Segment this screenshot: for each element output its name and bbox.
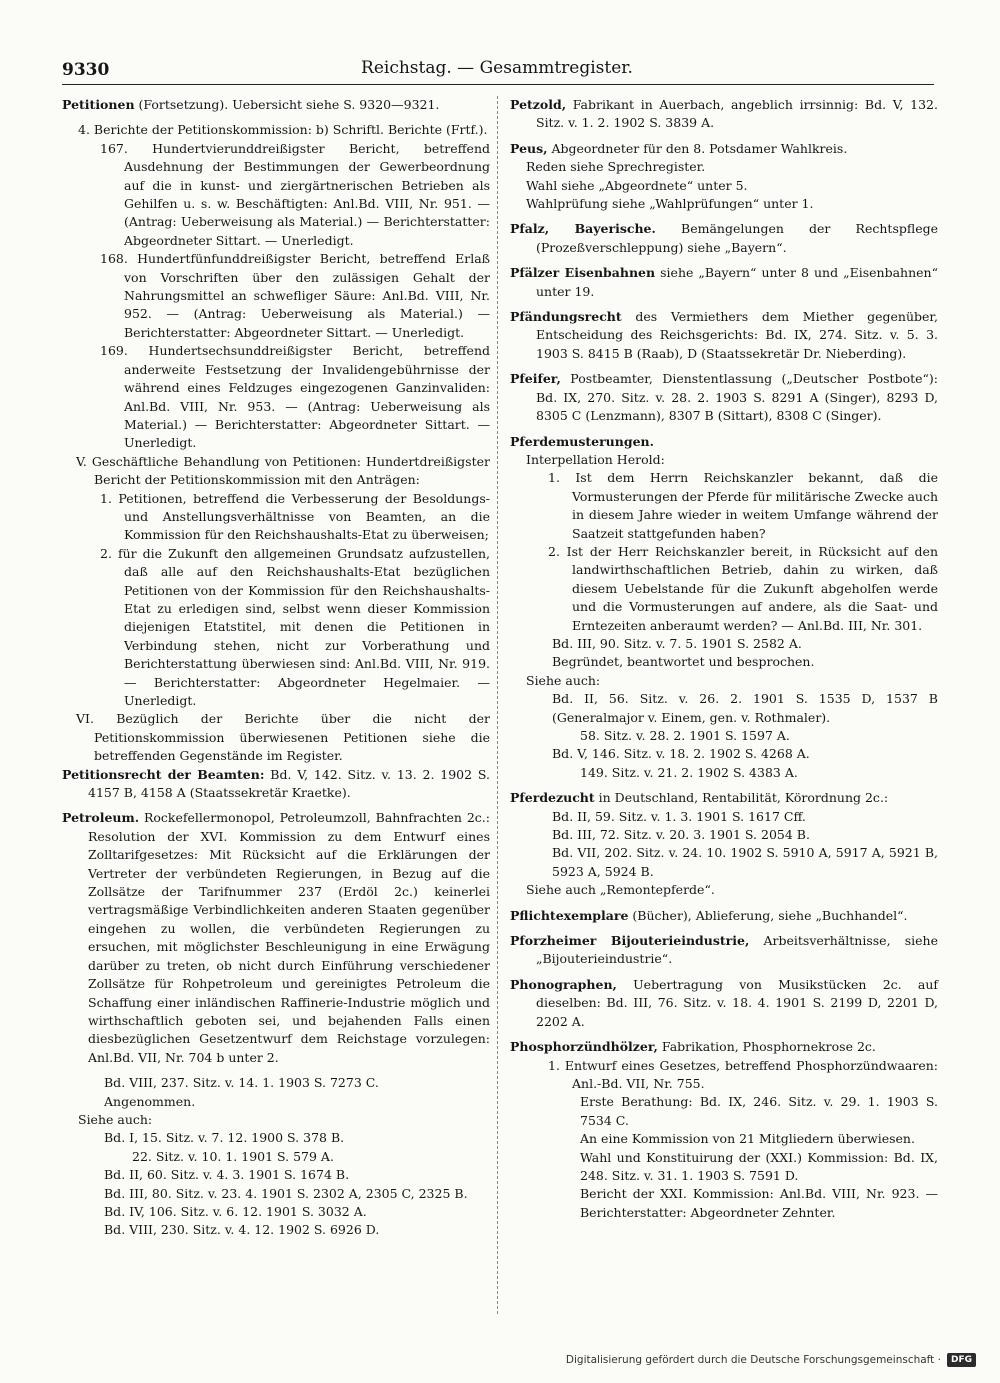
entry-text: Bemängelungen der Rechtspflege (Prozeßverschleppung) siehe „Bayern“. (536, 221, 938, 255)
index-entry (510, 433, 938, 451)
entry-keyword: Pferdemusterungen. (510, 433, 654, 449)
index-entry (510, 907, 938, 925)
entry-text: Uebertragung von Musikstücken 2c. auf dieselben: Bd. III, 76. Sitz. v. 18. 4. 1901 S. 2199 D, 2201 D, 2202 A. (536, 976, 938, 1029)
entry-line (510, 881, 938, 899)
entry-text: Fabrikant in Auerbach, angeblich irrsinnig: Bd. V, 132. Sitz. v. 1. 2. 1902 S. 3839 A. (536, 97, 938, 131)
entry-text: Siehe auch: (526, 672, 601, 688)
entry-line (510, 672, 938, 690)
index-entry (510, 220, 938, 257)
entry-line (62, 1074, 490, 1092)
entry-text: des Vermiethers dem Miether gegenüber, Entscheidung des Reichsgerichts: Bd. IX, 274. Sitz. v. 5. 3. 1903 S. 8415 B (Raab), D (Staatssekretär Dr. Nieberding). (536, 309, 938, 361)
entry-text: 4. Berichte der Petitionskommission: b) Schriftl. Berichte (Frtf.). (78, 122, 488, 138)
entry-text: Bd. VIII, 237. Sitz. v. 14. 1. 1903 S. 7273 C. (104, 1075, 379, 1091)
entry-text: siehe „Bayern“ unter 8 und „Eisenbahnen“ unter 19. (536, 265, 938, 299)
right-column (510, 96, 938, 1222)
entry-text: 2. für die Zukunft den allgemeinen Grundsatz aufzustellen, daß alle auf den Reichshaushalts-Etat bezüglichen Petitionen von der Kommission für den Reichshaushalts-Etat zu erledigen sind, selbst wenn dieser Kommission diejenigen Etatstitel, mit denen die Petitionen in Verbindung stehen, nicht zur Vorberathung und Berichterstattung überwiesen sind: Anl.Bd. VIII, Nr. 919. — Berichterstatter: Abgeordneter Hegelmaier. — Unerledigt. (100, 545, 490, 708)
header-rule (62, 84, 934, 85)
entry-line (510, 653, 938, 671)
entry-keyword: Pfälzer Eisenbahnen (510, 265, 656, 281)
entry-line (62, 121, 490, 139)
entry-line (510, 745, 938, 763)
entry-text: Bd. VIII, 230. Sitz. v. 4. 12. 1902 S. 6926 D. (104, 1222, 380, 1238)
entry-line (62, 250, 490, 342)
entry-line (510, 764, 938, 782)
entry-text: Bd. V, 142. Sitz. v. 13. 2. 1902 S. 4157 B, 4158 A (Staatssekretär Kraetke). (88, 766, 490, 801)
entry-text: V. Geschäftliche Behandlung von Petitionen: Hundertdreißigster Bericht der Petitionskommission mit den Anträgen: (76, 453, 490, 488)
entry-line (62, 140, 490, 250)
running-title: Reichstag. — Gesammtregister. (361, 58, 633, 78)
entry-text: 149. Sitz. v. 21. 2. 1902 S. 4383 A. (580, 764, 798, 780)
entry-keyword: Petroleum. (62, 810, 140, 826)
entry-line (62, 342, 490, 452)
entry-text: 22. Sitz. v. 10. 1. 1901 S. 579 A. (132, 1148, 334, 1164)
entry-text: (Fortsetzung). Uebersicht siehe S. 9320—9321. (134, 97, 440, 112)
entry-text: 2. Ist der Herr Reichskanzler bereit, in Rücksicht auf den landwirthschaftlichen Betrieb, dahin zu wirken, daß diesem Uebelstande für die Zukunft abgeholfen werde und die Vormusterungen auf andere, als die Saat- und Erntezeiten anberaumt werden? — Anl.Bd. III, Nr. 301. (548, 543, 938, 633)
entry-text: Interpellation Herold: (526, 451, 665, 467)
entry-text: Reden siehe Sprechregister. (526, 159, 706, 175)
entry-text: Bd. II, 56. Sitz. v. 26. 2. 1901 S. 1535 D, 1537 B (Generalmajor v. Einem, gen. v. Rothmaler). (552, 691, 938, 725)
entry-line (510, 195, 938, 213)
entry-text: Erste Berathung: Bd. IX, 246. Sitz. v. 29. 1. 1903 S. 7534 C. (580, 1094, 938, 1128)
index-entry (510, 1038, 938, 1056)
entry-line (510, 1149, 938, 1186)
entry-line (62, 1148, 490, 1166)
entry-keyword: Pfalz, Bayerische. (510, 221, 656, 237)
entry-text: Postbeamter, Dienstentlassung („Deutscher Postbote“): Bd. IX, 270. Sitz. v. 28. 2. 1903 S. 8291 A (Singer), 8293 D, 8305 C (Lenzmann), 8307 B (Sittart), 8308 C (Singer). (536, 371, 938, 424)
entry-text: Bd. II, 60. Sitz. v. 4. 3. 1901 S. 1674 B. (104, 1167, 350, 1183)
index-entry (510, 264, 938, 301)
index-entry (510, 976, 938, 1031)
entry-keyword: Petitionsrecht der Beamten: (62, 766, 265, 782)
entry-text: An eine Kommission von 21 Mitgliedern überwiesen. (580, 1131, 915, 1147)
entry-line (510, 1057, 938, 1094)
entry-text: 1. Petitionen, betreffend die Verbesserung der Besoldungs- und Anstellungsverhältnisse von Beamten, an die Kommission für den Reichshaushalts-Etat zu überweisen; (100, 490, 490, 543)
entry-line (510, 844, 938, 881)
entry-keyword: Petitionen (62, 97, 135, 112)
index-entry (510, 932, 938, 969)
entry-keyword: Peus, (510, 140, 548, 156)
entry-line (62, 1221, 490, 1239)
index-entry (510, 308, 938, 363)
entry-line (510, 1093, 938, 1130)
footer-credit: Digitalisierung gefördert durch die Deutsche Forschungsgemeinschaft · (565, 1354, 941, 1366)
entry-text: 1. Ist dem Herrn Reichskanzler bekannt, daß die Vormusterungen der Pferde für militärische Zwecke auch in diesem Jahre wieder in weitem Umfange während der Saatzeit stattgefunden haben? (548, 470, 938, 541)
dfg-logo-icon: DFG (947, 1353, 976, 1367)
entry-line (62, 1111, 490, 1129)
entry-line (510, 451, 938, 469)
entry-text: 168. Hundertfünfunddreißigster Bericht, betreffend Erlaß von Vorschriften über den zulässigen Gehalt der Nahrungsmittel an schwefliger Säure: Anl.Bd. VIII, Nr. 952. — (Antrag: Ueberweisung als Material.) — Berichterstatter: Abgeordneter Sittart. — Unerledigt. (100, 251, 490, 340)
entry-text: Bericht der XXI. Kommission: Anl.Bd. VIII, Nr. 923. — Berichterstatter: Abgeordneter Zehnter. (580, 1186, 938, 1220)
index-entry (510, 96, 938, 133)
column-divider (497, 96, 498, 1314)
footer (566, 1353, 976, 1367)
entry-text: Wahl siehe „Abgeordnete“ unter 5. (526, 177, 748, 193)
entry-text: Bd. V, 146. Sitz. v. 18. 2. 1902 S. 4268 A. (552, 746, 810, 762)
page-number: 9330 (62, 60, 110, 80)
entry-text: in Deutschland, Rentabilität, Körordnung 2c.: (594, 790, 889, 806)
left-column (62, 96, 490, 1240)
entry-line (510, 727, 938, 745)
entry-line (510, 808, 938, 826)
entry-keyword: Pfändungsrecht (510, 309, 622, 325)
entry-line (510, 826, 938, 844)
entry-keyword: Phonographen, (510, 976, 617, 992)
entry-text: Bd. III, 80. Sitz. v. 23. 4. 1901 S. 2302 A, 2305 C, 2325 B. (104, 1185, 468, 1201)
index-entry (62, 96, 490, 114)
index-entry (62, 766, 490, 803)
index-entry (510, 140, 938, 158)
entry-line (62, 1093, 490, 1111)
entry-text: 58. Sitz. v. 28. 2. 1901 S. 1597 A. (580, 728, 790, 743)
entry-line (62, 453, 490, 490)
entry-line (62, 710, 490, 765)
entry-line (510, 690, 938, 727)
entry-text: Bd. III, 72. Sitz. v. 20. 3. 1901 S. 2054 B. (552, 827, 810, 843)
entry-line (510, 1185, 938, 1222)
entry-keyword: Pforzheimer Bijouterieindustrie, (510, 933, 750, 949)
entry-line (510, 469, 938, 543)
entry-text: Fabrikation, Phosphornekrose 2c. (657, 1039, 876, 1055)
entry-text: Siehe auch: (78, 1111, 153, 1127)
entry-line (62, 1129, 490, 1147)
entry-text: Abgeordneter für den 8. Potsdamer Wahlkreis. (547, 140, 848, 156)
entry-line (62, 1166, 490, 1184)
entry-line (62, 545, 490, 711)
entry-line (510, 543, 938, 635)
page-header (62, 58, 932, 84)
entry-text: 167. Hundertvierunddreißigster Bericht, betreffend Ausdehnung der Bestimmungen der Gewerbeordnung auf die in kunst- und ziergärtnerischen Betrieben als Gehilfen u. s. w. Beschäftigten: Anl.Bd. VIII, Nr. 951. — (Antrag: Ueberweisung als Material.) — Berichterstatter: Abgeordneter Sittart. — Unerledigt. (100, 140, 490, 248)
entry-text: Bd. II, 59. Sitz. v. 1. 3. 1901 S. 1617 Cff. (552, 808, 806, 824)
entry-keyword: Pflichtexemplare (510, 907, 629, 923)
entry-text: 1. Entwurf eines Gesetzes, betreffend Phosphorzündwaaren: Anl.-Bd. VII, Nr. 755. (548, 1057, 938, 1091)
entry-line (62, 1185, 490, 1203)
entry-text: Bd. VII, 202. Sitz. v. 24. 10. 1902 S. 5910 A, 5917 A, 5921 B, 5923 A, 5924 B. (552, 845, 938, 879)
entry-text: Angenommen. (104, 1093, 196, 1109)
entry-text: Wahlprüfung siehe „Wahlprüfungen“ unter 1. (526, 196, 814, 212)
entry-text: Bd. IV, 106. Sitz. v. 6. 12. 1901 S. 3032 A. (104, 1203, 367, 1219)
entry-text: Siehe auch „Remontepferde“. (526, 882, 715, 898)
entry-keyword: Pferdezucht (510, 790, 595, 806)
entry-line (62, 490, 490, 545)
entry-keyword: Pfeifer, (510, 371, 561, 387)
entry-text: Begründet, beantwortet und besprochen. (552, 654, 815, 670)
entry-text: (Bücher), Ablieferung, siehe „Buchhandel“. (628, 907, 908, 923)
entry-line (62, 1203, 490, 1221)
entry-line (510, 1130, 938, 1148)
entry-line (510, 177, 938, 195)
entry-text: Arbeitsverhältnisse, siehe „Bijouterieindustrie“. (536, 933, 938, 967)
entry-text: VI. Bezüglich der Berichte über die nicht der Petitionskommission überwiesenen Petitionen siehe die betreffenden Gegenstände im Register. (76, 711, 490, 764)
entry-keyword: Petzold, (510, 97, 567, 112)
entry-text: 169. Hundertsechsunddreißigster Bericht, betreffend anderweite Festsetzung der Invalidengebührnisse der während eines Feldzuges eingezogenen Ganzinvaliden: Anl.Bd. VIII, Nr. 953. — (Antrag: Ueberweisung als Material.) — Berichterstatter: Abgeordneter Sittart. — Unerledigt. (100, 343, 490, 451)
index-entry (62, 809, 490, 1067)
entry-line (510, 635, 938, 653)
entry-text: Bd. I, 15. Sitz. v. 7. 12. 1900 S. 378 B. (104, 1130, 345, 1146)
entry-keyword: Phosphorzündhölzer, (510, 1039, 658, 1055)
index-entry (510, 370, 938, 425)
entry-line (510, 158, 938, 176)
index-entry (510, 789, 938, 807)
entry-text: Rockefellermonopol, Petroleumzoll, Bahnfrachten 2c.: Resolution der XVI. Kommission zu dem Entwurf eines Zolltarifgesetzes: Mit Rücksicht auf die Erklärungen der Vertreter der verbündeten Regierungen, in Bezug auf die Zollsätze der Tarifnummer 237 (Erdöl 2c.) keinerlei vertragsmäßige Verbindlichkeiten anderen Staaten gegenüber eingehen zu wollen, die verbündeten Regierungen zu ersuchen, mit möglichster Beschleunigung in eine Erwägung darüber zu treten, ob nicht durch Einführung verschiedener Zollsätze für Rohpetroleum und gereinigtes Petroleum die Schaffung einer inländischen Raffinerie-Industrie möglich und wirthschaftlich geboten sei, und bejahenden Falls einen diesbezüglichen Gesetzentwurf dem Reichstage vorzulegen: Anl.Bd. VII, Nr. 704 b unter 2. (88, 810, 490, 1065)
entry-text: Wahl und Konstituirung der (XXI.) Kommission: Bd. IX, 248. Sitz. v. 31. 1. 1903 S. 7591 D. (580, 1149, 938, 1183)
entry-text: Bd. III, 90. Sitz. v. 7. 5. 1901 S. 2582 A. (552, 635, 802, 651)
